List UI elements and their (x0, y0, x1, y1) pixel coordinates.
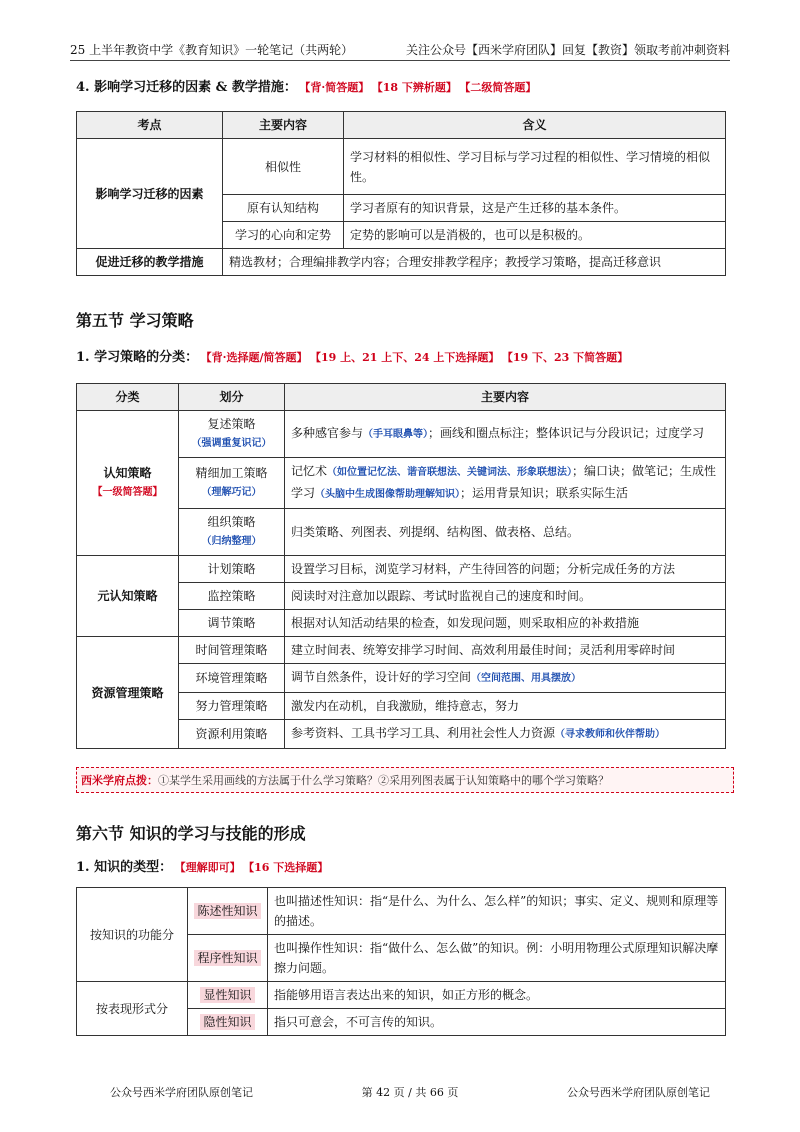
text: 记忆术 (291, 464, 328, 478)
strategy-name: 组织策略 (207, 515, 256, 529)
group-cell: 按表现形式分 (77, 982, 188, 1036)
section-6-heading (76, 856, 328, 875)
table-cell: 归类策略、列图表、列提纲、结构图、做表格、总结。 (285, 509, 726, 556)
table-cell: 指能够用语言表达出来的知识，如正方形的概念。 (268, 982, 726, 1009)
text: ；编口诀；做笔记；生成性学习 (291, 464, 717, 500)
col-header: 考点 (77, 112, 223, 139)
group-cell: 资源管理策略 (77, 637, 179, 749)
table-cell (285, 458, 726, 509)
table-cell (285, 664, 726, 693)
knowledge-type-table (76, 887, 726, 1036)
table-cell: 调节策略 (179, 610, 285, 637)
table-cell: 时间管理策略 (179, 637, 285, 664)
text: 调节自然条件，设计好的学习空间 (291, 670, 472, 684)
table-cell: 建立时间表、统筹安排学习时间、高效利用最佳时间；灵活利用零碎时间 (285, 637, 726, 664)
table-cell: 原有认知结构 (223, 195, 344, 222)
table-cell: 指只可意会，不可言传的知识。 (268, 1009, 726, 1036)
hint: （空间范围、用具摆放） (471, 673, 582, 684)
tag: 【18 下辨析题】 (377, 81, 457, 94)
page-header (70, 38, 730, 61)
col-header: 分类 (77, 384, 179, 411)
hint: （头脑中生成图像帮助理解知识） (315, 489, 461, 500)
table-cell: 也叫描述性知识：指“是什么、为什么、怎么样”的知识；事实、定义、规则和原理等的描述。 (268, 888, 726, 935)
group-name: 认知策略 (103, 466, 152, 480)
tip-label: 西米学府点拨： (81, 774, 158, 787)
table-cell (188, 1009, 268, 1036)
table-cell: 环境管理策略 (179, 664, 285, 693)
knowledge-type: 陈述性知识 (194, 903, 260, 919)
heading-text: 1. 知识的类型： (76, 860, 173, 875)
table-cell: 努力管理策略 (179, 693, 285, 720)
section-5-title: 第五节 学习策略 (76, 311, 194, 330)
tag: 【19 上、21 上下、24 上下选择题】 (315, 351, 500, 364)
table-cell: 定势的影响可以是消极的，也可以是积极的。 (344, 222, 726, 249)
tag: 【背·简答题】 (304, 81, 370, 94)
page-footer (110, 1084, 710, 1100)
transfer-factors-table (76, 111, 726, 276)
group-tag: 【一级简答题】 (92, 487, 163, 498)
table-cell (188, 935, 268, 982)
knowledge-type: 隐性知识 (200, 1014, 254, 1030)
table-cell (179, 411, 285, 458)
strategy-name: 复述策略 (207, 417, 256, 431)
table-cell: 设置学习目标，浏览学习材料，产生待回答的问题；分析完成任务的方法 (285, 556, 726, 583)
text: ；运用背景知识；联系实际生活 (460, 486, 629, 500)
group-cell (77, 411, 179, 556)
table-cell: 学习材料的相似性、学习目标与学习过程的相似性、学习情境的相似性。 (344, 139, 726, 195)
text: 多种感官参与 (291, 426, 364, 440)
table-cell (179, 509, 285, 556)
hint: （理解巧记） (201, 487, 262, 498)
table-cell: 精选教材；合理编排教学内容；合理安排教学程序；教授学习策略，提高迁移意识 (223, 249, 726, 276)
tip-box (76, 767, 734, 793)
col-header: 含义 (344, 112, 726, 139)
col-header: 划分 (179, 384, 285, 411)
section-5-heading (76, 346, 628, 365)
page-number: 第 42 页 / 共 66 页 (361, 1086, 459, 1099)
table-cell (179, 458, 285, 509)
text: 参考资料、工具书学习工具、利用社会性人力资源 (291, 726, 556, 740)
table-cell: 计划策略 (179, 556, 285, 583)
section-6-title: 第六节 知识的学习与技能的形成 (76, 824, 306, 843)
table-cell (188, 982, 268, 1009)
section-4-heading (76, 76, 536, 95)
tag: 【16 下选择题】 (248, 861, 329, 874)
hint: （寻求教师和伙伴帮助） (555, 729, 666, 740)
group-cell: 促进迁移的教学措施 (77, 249, 223, 276)
tag: 【二级简答题】 (464, 81, 537, 94)
hint: （手耳眼鼻等） (363, 429, 429, 440)
col-header: 主要内容 (285, 384, 726, 411)
text: ；画线和圈点标注；整体识记与分段识记；过度学习 (428, 426, 705, 440)
learning-strategy-table (76, 383, 726, 749)
tag: 【19 下、23 下简答题】 (507, 351, 629, 364)
tag: 【理解即可】 (180, 861, 241, 874)
group-cell: 元认知策略 (77, 556, 179, 637)
group-cell: 影响学习迁移的因素 (77, 139, 223, 249)
header-left: 25 上半年教资中学《教育知识》一轮笔记（共两轮） (70, 43, 354, 57)
table-cell: 相似性 (223, 139, 344, 195)
hint: （如位置记忆法、谐音联想法、关键词法、形象联想法） (327, 467, 573, 478)
table-cell: 监控策略 (179, 583, 285, 610)
footer-right: 公众号西米学府团队原创笔记 (567, 1086, 710, 1099)
table-cell: 学习的心向和定势 (223, 222, 344, 249)
tag: 【背·选择题/简答题】 (206, 351, 308, 364)
footer-left: 公众号西米学府团队原创笔记 (110, 1086, 253, 1099)
table-cell: 阅读时对注意加以跟踪、考试时监视自己的速度和时间。 (285, 583, 726, 610)
hint: （强调重复识记） (191, 438, 272, 449)
table-cell (188, 888, 268, 935)
knowledge-type: 程序性知识 (194, 950, 260, 966)
col-header: 主要内容 (223, 112, 344, 139)
table-cell: 也叫操作性知识：指“做什么、怎么做”的知识。例：小明用物理公式原理知识解决摩擦力问题。 (268, 935, 726, 982)
table-cell: 学习者原有的知识背景，这是产生迁移的基本条件。 (344, 195, 726, 222)
table-cell: 根据对认知活动结果的检查，如发现问题，则采取相应的补救措施 (285, 610, 726, 637)
tip-text: ①某学生采用画线的方法属于什么学习策略？②采用列图表属于认知策略中的哪个学习策略？ (158, 774, 609, 787)
strategy-name: 精细加工策略 (195, 466, 268, 480)
header-right: 关注公众号【西米学府团队】回复【教资】领取考前冲刺资料 (405, 43, 730, 57)
table-cell: 资源利用策略 (179, 720, 285, 749)
group-cell: 按知识的功能分 (77, 888, 188, 982)
table-cell (285, 720, 726, 749)
hint: （归纳整理） (201, 536, 262, 547)
table-cell (285, 411, 726, 458)
heading-text: 1. 学习策略的分类： (76, 350, 199, 365)
heading-text: 4. 影响学习迁移的因素 & 教学措施： (76, 80, 297, 95)
knowledge-type: 显性知识 (200, 987, 254, 1003)
table-cell: 激发内在动机，自我激励，维持意志，努力 (285, 693, 726, 720)
